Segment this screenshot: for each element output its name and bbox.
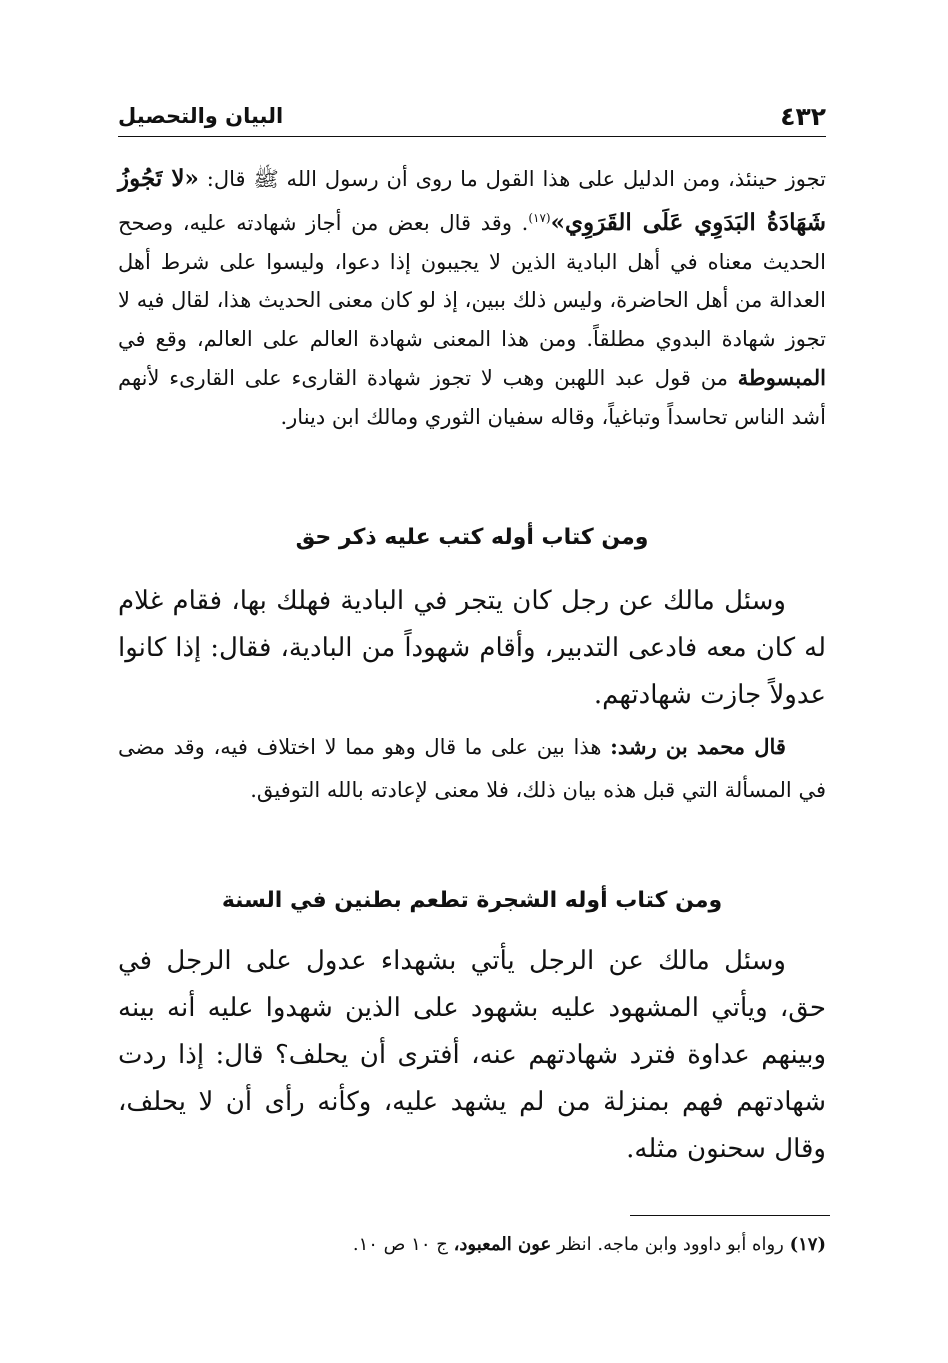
intro-paragraph (118, 160, 826, 437)
page-number: ٤٣٢ (780, 102, 826, 131)
footnote-source: عون المعبود، (453, 1234, 552, 1255)
section1-answer (118, 725, 826, 812)
intro-text-1: تجوز حينئذ، ومن الدليل على هذا القول ما روى أن رسول الله ﷺ قال: (206, 167, 826, 191)
footnote (118, 1232, 826, 1258)
footnote-ref: (١٧) (528, 210, 551, 225)
page-header (118, 96, 826, 137)
intro-text-2: . وقد قال بعض من أجاز شهادته عليه، وصحح الحديث معناه في أهل البادية الذين لا يجيبون إذا دعوا، وليسوا على شرط أهل العدالة من أهل الحاضرة، وليس ذلك ببين، إذ لو كان معنى الحديث هذا، لقال فيه لا تجوز شهادة البدوي مطلقاً. ومن هذا المعنى شهادة العالم على العالم، وقع في (118, 210, 826, 352)
section-heading-2: ومن كتاب أوله الشجرة تطعم بطنين في السنة (221, 888, 723, 913)
footnote-text-1: رواه أبو داوود وابن ماجه. انظر (556, 1234, 784, 1255)
running-title: البيان والتحصيل (118, 104, 284, 128)
intro-text-3: من قول عبد اللهبن وهب لا تجوز شهادة القارىء على القارىء لأنهم أشد الناس تحاسداً وتباغياً، وقاله سفيان الثوري ومالك ابن دينار. (118, 365, 826, 429)
section-heading-1: ومن كتاب أوله كتب عليه ذكر حق (295, 525, 649, 550)
section2-question: وسئل مالك عن الرجل يأتي بشهداء عدول على الرجل في حق، ويأتي المشهود عليه بشهود على الذين شهدوا عليه أنه بينه وبينهم عداوة فترد شهادتهم عنه، أفترى أن يحلف؟ قال: إذا ردت شهادتهم فهم بمنزلة من لم يشهد عليه، وكأنه رأى أن لا يحلف، وقال سحنون مثله. (118, 946, 826, 1164)
answer-text: هذا بين على ما قال وهو مما لا اختلاف فيه، وقد مضى في المسألة التي قبل هذه بيان ذلك، فلا معنى لإعادته بالله التوفيق. (118, 735, 826, 802)
footnote-number: (١٧) (789, 1234, 826, 1255)
book-name-mabsuta: المبسوطة (737, 364, 826, 390)
hadith-quote: «لا تَجُوزُ شَهَادَةُ البَدَوِي عَلَى القَرَوِي» (118, 165, 826, 236)
footnote-text-2: ج ١٠ ص ١٠. (352, 1234, 448, 1255)
answer-label: قال محمد بن رشد: (610, 734, 786, 759)
footnote-divider (630, 1215, 830, 1216)
section1-question: وسئل مالك عن رجل كان يتجر في البادية فهلك بها، فقام غلام له كان معه فادعى التدبير، وأقام شهوداً من البادية، فقال: إذا كانوا عدولاً جازت شهادتهم. (118, 586, 826, 710)
